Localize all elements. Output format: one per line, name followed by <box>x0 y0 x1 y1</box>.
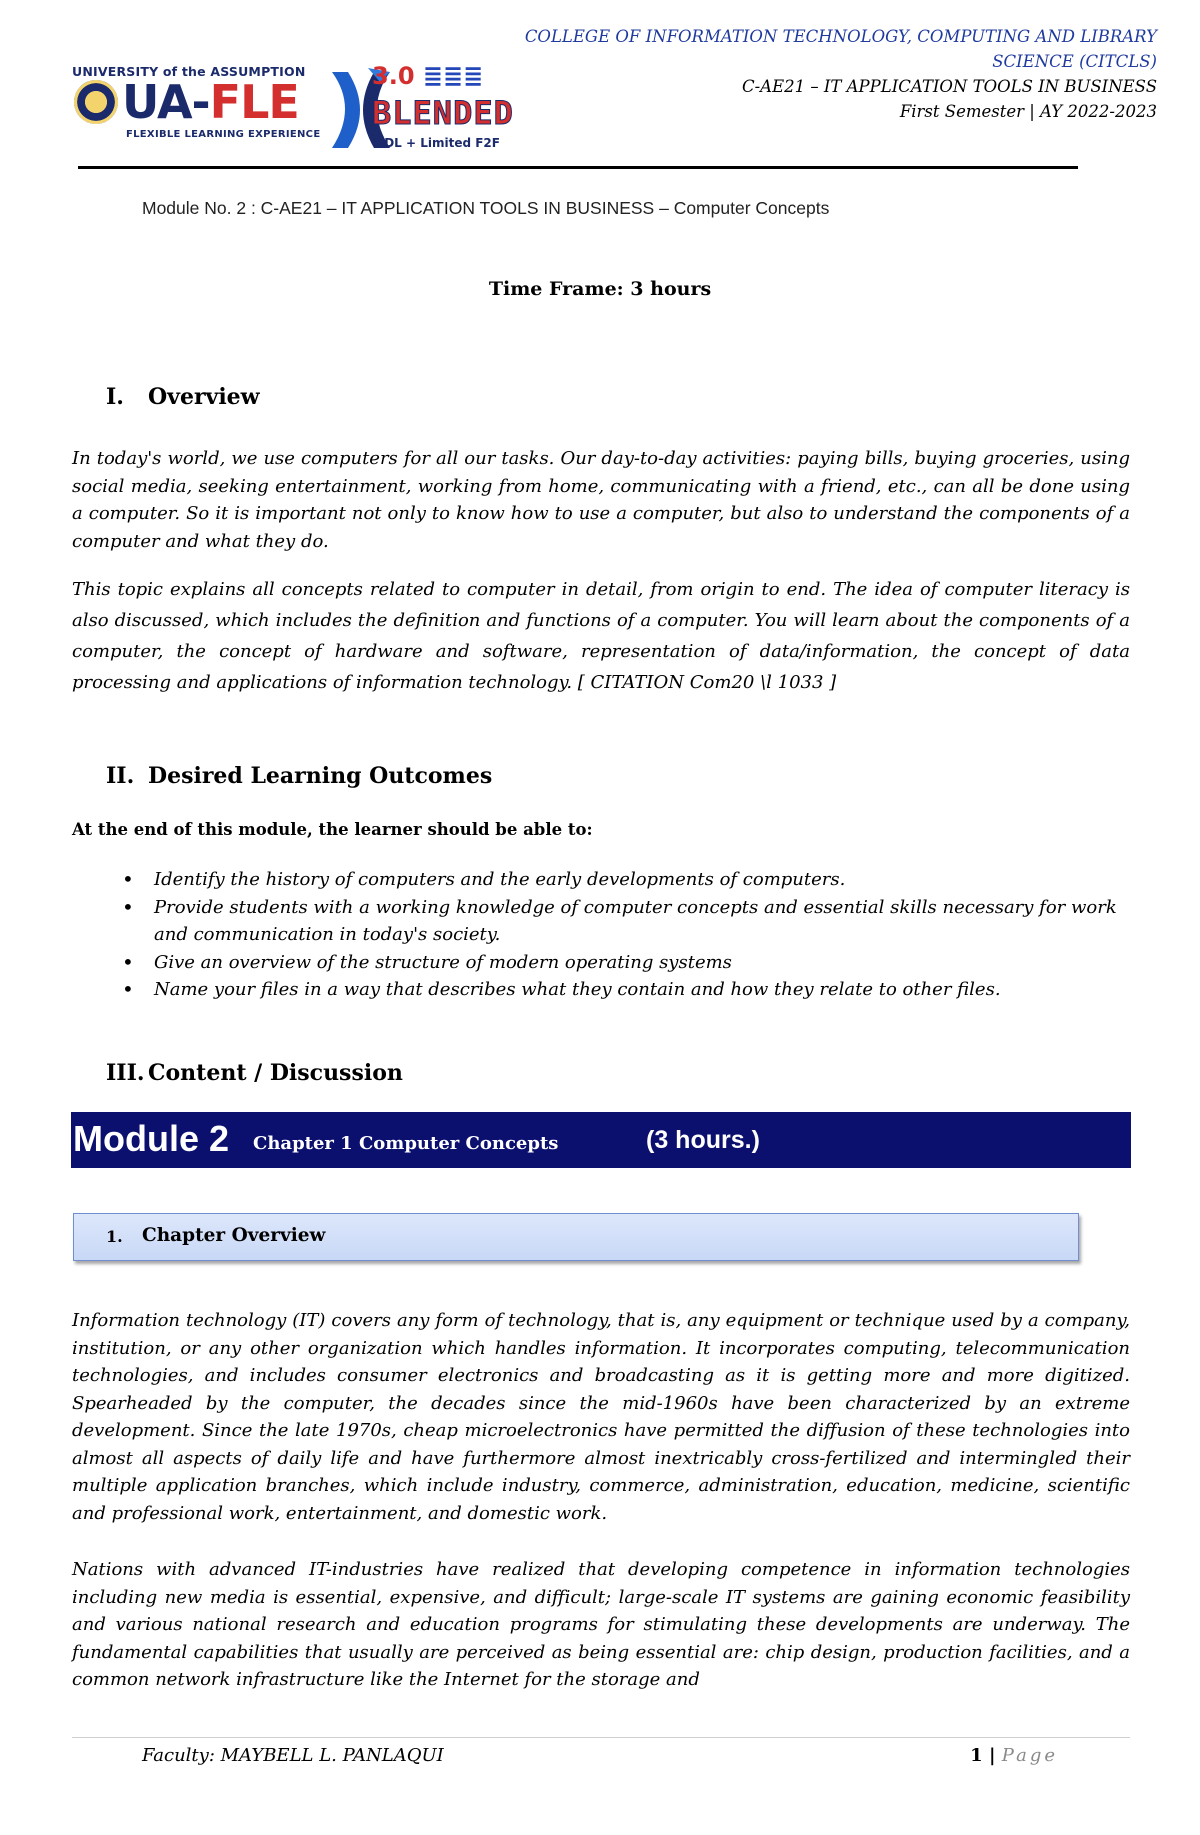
logo-version-number: 3.0 <box>372 62 415 90</box>
logo-brand-ua: UA- <box>122 75 210 129</box>
list-item: • Provide students with a working knowledge of computer concepts and essential skills necessary for work and communication in today's society. <box>122 894 1122 949</box>
list-item: • Name your files in a way that describes what they contain and how they relate to other files. <box>122 976 1122 1004</box>
chapter-paragraph-1: Information technology (IT) covers any form of technology, that is, any equipment or technique used by a company, institution, or any other organization which handles information. It incorporates computing, telecommunication technologies, and includes consumer electronics and broadcasting as it is getting more and more digitized. Spearheaded by the computer, the decades since the mid-1960s have been characterized by an extreme development. Since the late 1970s, cheap microelectronics have permitted the diffusion of these technologies into almost all aspects of daily life and have furthermore almost inextricably cross-fertilized and intermingled their multiple application branches, which include industry, commerce, administration, education, medicine, scientific and professional work, entertainment, and domestic work. <box>72 1310 1130 1524</box>
chapter-paragraph-2: Nations with advanced IT-industries have realized that developing competence in information technologies including new media is essential, expensive, and difficult; large-scale IT systems are gaining economic feasibility and various national research and education programs for stimulating these developments are underway. The fundamental capabilities that usually are perceived as being essential are: chip design, production facilities, and a common network infrastructure like the Internet for the storage and <box>72 1559 1130 1690</box>
time-frame: Time Frame: 3 hours <box>488 278 712 300</box>
section-heading-content <box>106 1060 403 1086</box>
college-name-line2: SCIENCE (CITCLS) <box>992 52 1157 71</box>
section-number: I. <box>106 384 124 410</box>
list-item: • Give an overview of the structure of modern operating systems <box>122 949 1122 977</box>
college-name-line1: COLLEGE OF INFORMATION TECHNOLOGY, COMPUTING AND LIBRARY <box>524 27 1157 46</box>
section-title: Desired Learning Outcomes <box>148 763 493 789</box>
page-separator: | <box>982 1745 1002 1766</box>
section-heading-outcomes <box>106 763 492 789</box>
logo-eqi-mark-icon: ≣≣≣ <box>422 62 484 90</box>
page-number <box>970 1745 1058 1766</box>
logo-subtitle: FLEXIBLE LEARNING EXPERIENCE <box>126 129 321 140</box>
outcomes-intro: At the end of this module, the learner should be able to: <box>72 820 593 839</box>
logo-blended: BLENDED <box>372 94 514 132</box>
module-banner-subtitle: Chapter 1 Computer Concepts <box>253 1133 559 1154</box>
chapter-title: Chapter Overview <box>142 1225 326 1246</box>
section-number: III. <box>106 1060 145 1086</box>
chapter-number: 1. <box>106 1227 123 1246</box>
page-label: Page <box>1001 1745 1058 1766</box>
section-title: Content / Discussion <box>148 1060 403 1086</box>
section-heading-overview <box>106 384 260 410</box>
footer-divider <box>72 1737 1130 1738</box>
module-banner-title: Module 2 <box>73 1118 230 1159</box>
logo-university-name: UNIVERSITY of the ASSUMPTION <box>72 64 306 79</box>
course-title: C-AE21 – IT APPLICATION TOOLS IN BUSINESS <box>741 77 1157 96</box>
header-info <box>437 24 1157 124</box>
semester: First Semester | AY 2022-2023 <box>899 102 1157 121</box>
overview-paragraph-1: In today's world, we use computers for all our tasks. Our day-to-day activities: paying bills, buying groceries, using social media, seeking entertainment, working from home, communicating with a friend, etc., can all be done using a computer. So it is important not only to know how to use a computer, but also to understand the components of a computer and what they do. <box>72 448 1130 552</box>
module-banner-hours: (3 hours.) <box>646 1126 760 1154</box>
logo-brand-fle: FLE <box>209 75 299 129</box>
module-banner <box>71 1112 1131 1168</box>
overview-paragraph-2: This topic explains all concepts related to computer in detail, from origin to end. The idea of computer literacy is also discussed, which includes the definition and functions of a computer. You will learn about the components of a computer, the concept of hardware and software, representation of data/information, the concept of data processing and applications of information technology. [ CITATION Com20 \l 1033 ] <box>72 579 1130 693</box>
chapter-heading-box <box>73 1213 1079 1261</box>
module-line: Module No. 2 : C-AE21 – IT APPLICATION TOOLS IN BUSINESS – Computer Concepts <box>142 198 830 218</box>
list-item: • Identify the history of computers and the early developments of computers. <box>122 866 1122 894</box>
logo-brand <box>122 76 299 128</box>
section-number: II. <box>106 763 135 789</box>
header-divider <box>78 166 1078 169</box>
page-number-value: 1 <box>970 1745 983 1766</box>
logo-mode: ODL + Limited F2F <box>374 136 500 150</box>
section-title: Overview <box>148 384 260 410</box>
university-seal-icon <box>74 80 118 124</box>
footer-faculty: Faculty: MAYBELL L. PANLAQUI <box>142 1745 444 1766</box>
outcomes-list <box>122 866 1122 1004</box>
